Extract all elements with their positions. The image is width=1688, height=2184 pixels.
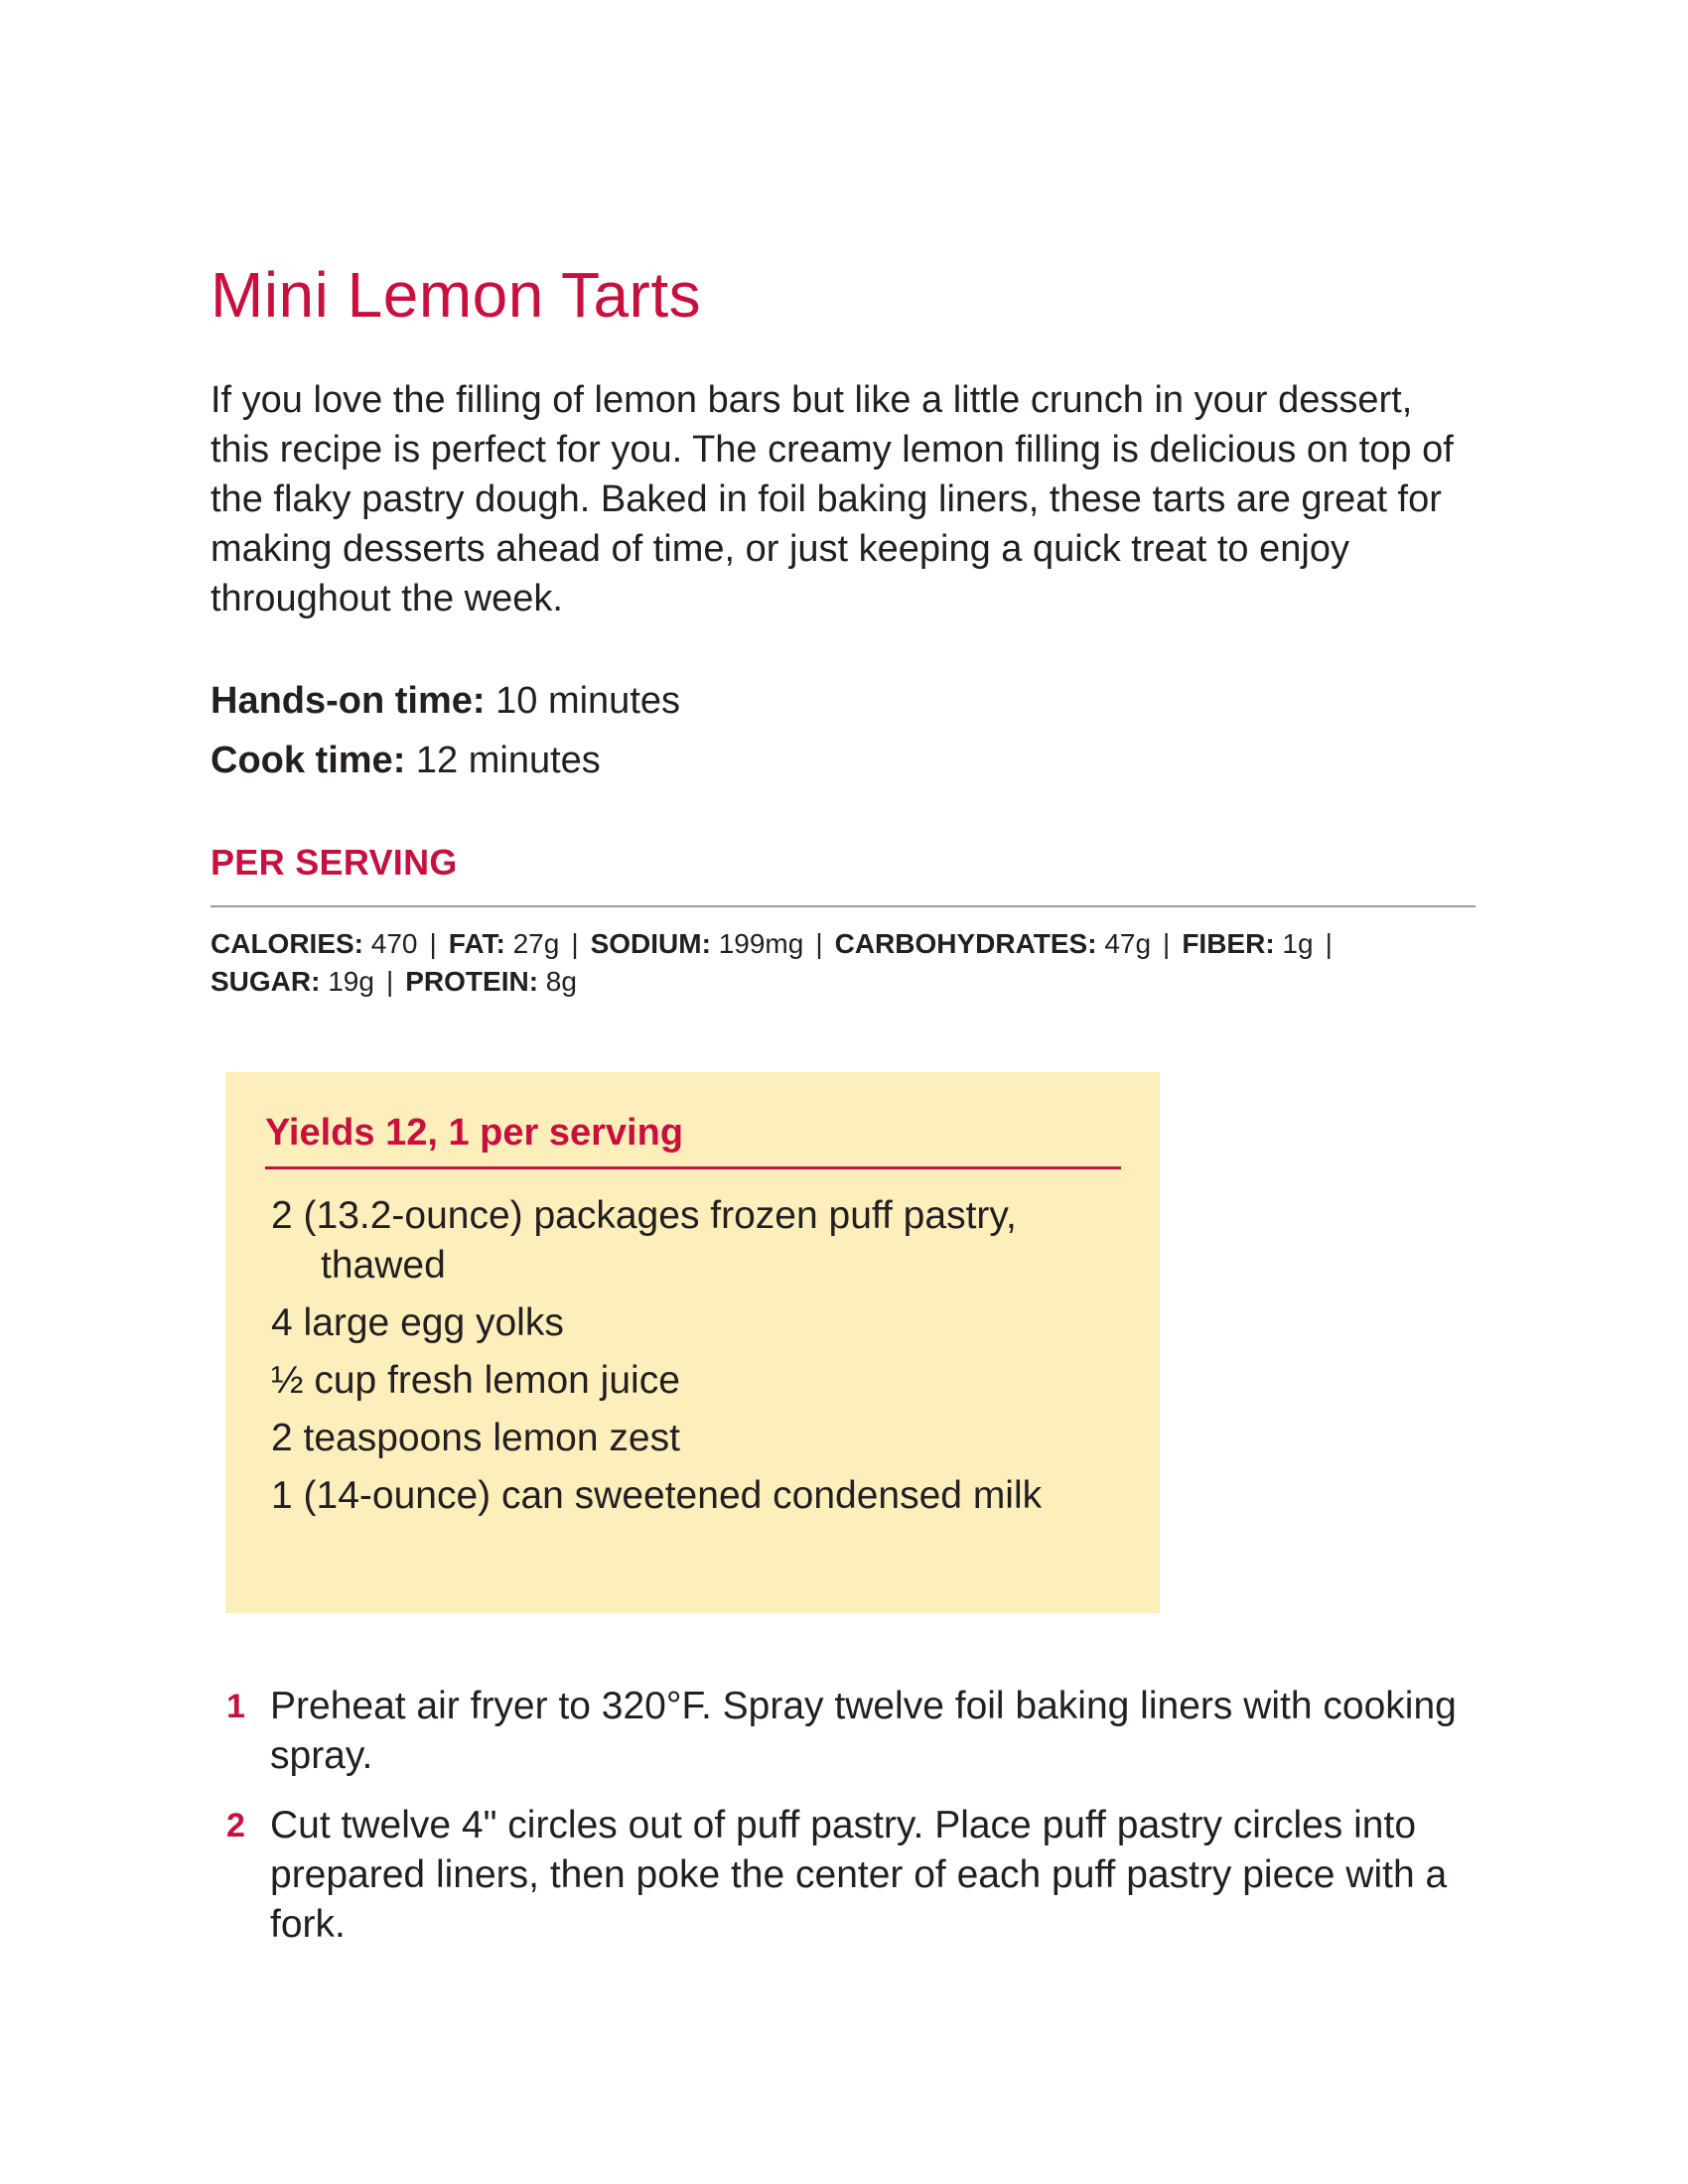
step-text: Preheat air fryer to 320°F. Spray twelve foil baking liners with cooking spray.: [270, 1685, 1457, 1777]
nutrition-separator: |: [1325, 928, 1333, 959]
cook-time: [211, 731, 680, 790]
nutrition-carbohydrates: CARBOHYDRATES: 47g: [834, 928, 1152, 959]
yield-heading: Yields 12, 1 per serving: [265, 1112, 1121, 1169]
nutrition-fat: FAT: 27g: [448, 928, 560, 959]
nutrition-separator: |: [571, 928, 579, 959]
nutrition-separator: |: [1163, 928, 1171, 959]
per-serving-heading: PER SERVING: [211, 842, 458, 883]
hands-on-time: [211, 671, 680, 731]
nutrition-calories: CALORIES: 470: [211, 928, 418, 959]
ingredient-list: [271, 1191, 1105, 1529]
nutrition-fiber: FIBER: 1g: [1182, 928, 1314, 959]
cook-time-value: 12 minutes: [415, 740, 601, 781]
nutrition-facts: [211, 925, 1491, 1001]
nutrition-sugar: SUGAR: 19g: [211, 966, 374, 997]
nutrition-protein: PROTEIN: 8g: [405, 966, 577, 997]
step-number: 2: [226, 1807, 245, 1844]
hands-on-time-value: 10 minutes: [495, 680, 681, 722]
ingredient-item: ½ cup fresh lemon juice: [271, 1359, 680, 1402]
hands-on-time-label: Hands-on time:: [211, 680, 486, 722]
ingredient-item: 1 (14-ounce) can sweetened condensed milk: [271, 1474, 1043, 1517]
ingredient-item: 2 teaspoons lemon zest: [271, 1417, 680, 1459]
instruction-steps: [226, 1682, 1507, 1970]
nutrition-line-2: [211, 963, 1491, 1001]
cook-time-label: Cook time:: [211, 740, 406, 781]
nutrition-line-1: [211, 925, 1491, 963]
nutrition-separator: |: [385, 966, 394, 997]
step-number: 1: [226, 1688, 245, 1725]
step-text: Cut twelve 4" circles out of puff pastry. Place puff pastry circles into prepared liners, then poke the center of each puff pastry piece with a fork.: [270, 1804, 1448, 1946]
ingredient-item: 2 (13.2-ounce) packages frozen puff pastry, thawed: [271, 1194, 1017, 1287]
ingredients-box: [225, 1072, 1160, 1613]
section-divider: [211, 905, 1476, 907]
nutrition-separator: |: [815, 928, 823, 959]
time-info: [211, 671, 680, 790]
step-item: [226, 1801, 1507, 1950]
step-item: [226, 1682, 1507, 1781]
recipe-title: Mini Lemon Tarts: [211, 259, 702, 331]
recipe-intro: If you love the filling of lemon bars but like a little crunch in your dessert, this recipe is perfect for you. The creamy lemon filling is delicious on top of the flaky pastry dough. Baked in foil baking liners, these tarts are great for making desserts ahead of time, or just keeping a quick treat to enjoy throughout the week.: [211, 379, 1454, 619]
ingredient-item: 4 large egg yolks: [271, 1301, 564, 1344]
nutrition-sodium: SODIUM: 199mg: [590, 928, 804, 959]
nutrition-separator: |: [429, 928, 437, 959]
